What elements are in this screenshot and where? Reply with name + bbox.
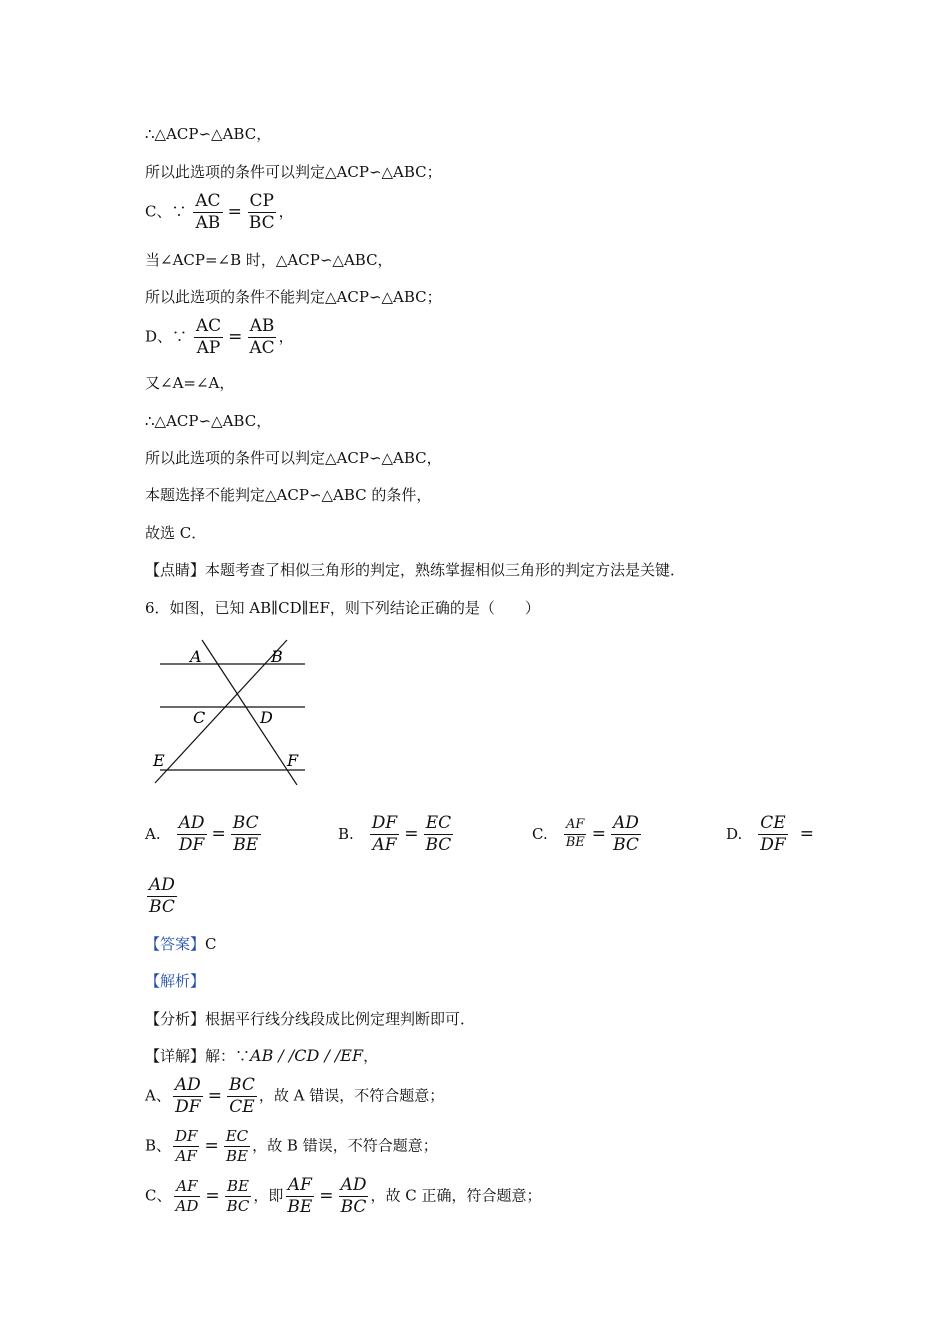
text-line-5: 所以此选项的条件不能判定△ACP∽△ABC； (145, 288, 442, 306)
label-e: E (153, 751, 165, 770)
text-line-10: 本题选择不能判定△ACP∽△ABC 的条件， (145, 486, 432, 504)
label-a: A (190, 647, 202, 666)
fraction: $\frac{AC}{AB}$ (195, 191, 221, 233)
label-d: D (260, 708, 273, 727)
text-line-3: C、∵ $\frac{AC}{AB}$ = $\frac{CP}{BC}$ ， (145, 191, 294, 233)
text-line-2: 所以此选项的条件可以判定△ACP∽△ABC； (145, 163, 442, 181)
answer-tag: 【答案】 (145, 935, 206, 953)
answer-value: C (205, 935, 217, 953)
option-c: C. $\frac{AF}{BE}$ = $\frac{AD}{BC}$ (532, 813, 639, 855)
label-f: F (287, 751, 299, 770)
text-line-4: 当∠ACP=∠B 时，△ACP∽△ABC， (145, 251, 393, 269)
option-c-prefix: C、∵ (145, 202, 187, 221)
analysis-tag: 【解析】 (145, 972, 206, 990)
option-b: B. $\frac{DF}{AF}$ = $\frac{EC}{BC}$ (338, 813, 452, 855)
parallel-lines-figure (145, 635, 315, 785)
answer-line (145, 934, 217, 954)
fraction: $\frac{CP}{BC}$ (248, 191, 275, 233)
dianjing-line: 【点睛】本题考查了相似三角形的判定，熟练掌握相似三角形的判定方法是关键． (145, 561, 686, 579)
fraction: $\frac{AB}{AC}$ (249, 316, 275, 358)
solution-b: B、 $\frac{DF}{AF}$ = $\frac{EC}{BE}$ ，故 B 错误，不符合题意； (145, 1127, 438, 1165)
question-6: 6．如图，已知 AB∥CD∥EF，则下列结论正确的是（ ） (145, 599, 540, 617)
solution-c: C、 $\frac{AF}{AD}$ = $\frac{BE}{BC}$ ，即 $\frac{AF}{BE}$ = $\frac{AD}{BC}$ ，故 C 正确，符合题意； (145, 1175, 542, 1217)
label-b: B (271, 647, 283, 666)
fraction: $\frac{AC}{AP}$ (195, 316, 222, 358)
text-line-6: D、∵ $\frac{AC}{AP}$ = $\frac{AB}{AC}$ ， (145, 316, 294, 358)
text-line-1: ∴△ACP∽△ABC， (145, 125, 272, 143)
solution-a: A、 $\frac{AD}{DF}$ = $\frac{BC}{CE}$ ，故 A 错误，不符合题意； (145, 1075, 445, 1117)
text-line-8: ∴△ACP∽△ABC， (145, 412, 272, 430)
text-line-11: 故选 C． (145, 524, 207, 542)
text-line-9: 所以此选项的条件可以判定△ACP∽△ABC， (145, 449, 442, 467)
text-line-7: 又∠A=∠A， (145, 374, 235, 392)
option-d-continued: $\frac{AD}{BC}$ (149, 875, 175, 917)
option-a: A. $\frac{AD}{DF}$ = $\frac{BC}{BE}$ (145, 813, 259, 855)
detail-line: 【详解】解：∵AB / /CD / /EF， (145, 1046, 379, 1065)
option-d: D. $\frac{CE}{DF}$ = (726, 813, 814, 855)
label-c: C (193, 708, 206, 727)
fenxi-line: 【分析】根据平行线分线段成比例定理判断即可． (145, 1010, 476, 1028)
